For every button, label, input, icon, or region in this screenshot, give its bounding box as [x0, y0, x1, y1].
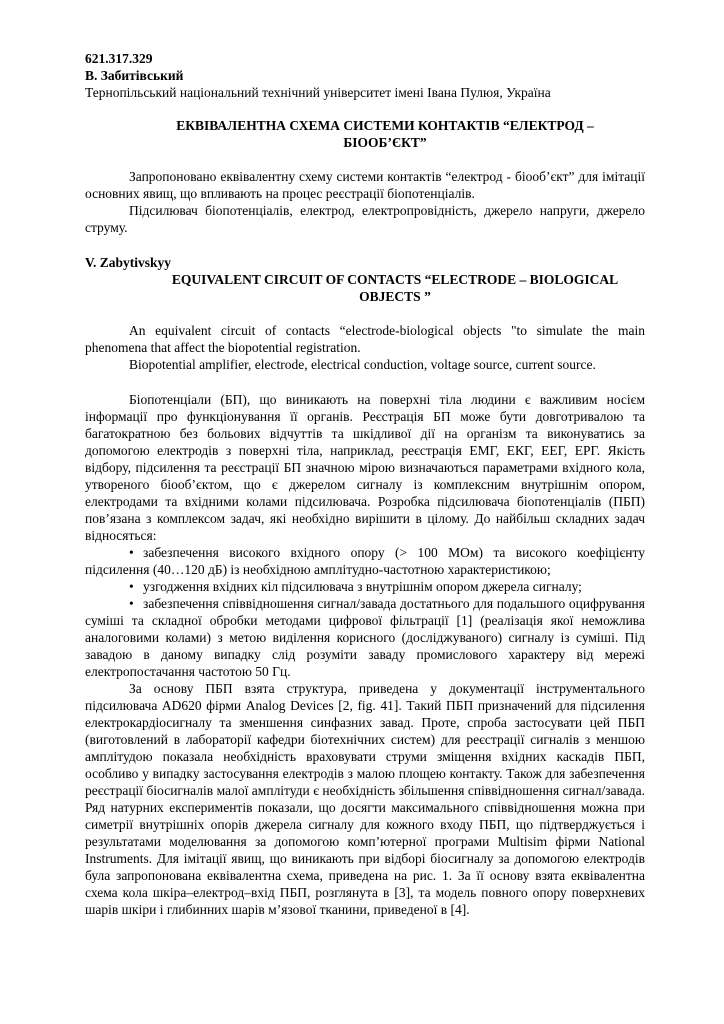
- author-en: V. Zabytivskyy: [85, 255, 172, 270]
- title-en: [85, 271, 645, 305]
- list-item: • узгодження вхідних кіл підсилювача з внутрішнім опором джерела сигналу;: [129, 579, 582, 594]
- title-en-line2: OBJECTS ”: [359, 289, 431, 304]
- title-en-line1: EQUIVALENT CIRCUIT OF CONTACTS “ELECTRODE – BIOLOGICAL: [171, 272, 619, 287]
- body-paragraph-1: Біопотенціали (БП), що виникають на поверхні тіла людини є важливим носієм інформації про функціонування її органів. Реєстрація БП може бути довготривалою та багатократною без больових відчуттів та шкідливої дії на організм та виконуватись за допомогою електродів з поверхні тіла, наприклад, реєстрація ЕМГ, ЕКГ, ЕЕГ, ЕРГ. Якість відбору, підсилення та реєстрації БП значною мірою визначаються параметрами вхідного кола, утвореного біооб’єктом, що є джерелом сигналу із комплексним внутрішнім опором, електродами та вхідними колами підсилювача. Розробка підсилювача біопотенціалів (ПБП) пов’язана з комплексом задач, які необхідно вирішити в цілому. До найбільш складних задач відносяться:: [85, 392, 645, 543]
- requirements-list: [85, 544, 645, 680]
- paper-page: [85, 50, 645, 918]
- abstract-en: An equivalent circuit of contacts “electrode-biological objects "to simulate the main phenomena that affect the biopotential registration.: [85, 323, 645, 355]
- bullet-icon: •: [129, 579, 134, 594]
- title-ua-line2: БІООБ’ЄКТ”: [343, 135, 427, 150]
- title-ua: [85, 117, 645, 151]
- abstract-ua: Запропоновано еквівалентну схему системи контактів “електрод - біооб’єкт” для імітації основних явищ, що впливають на процес реєстрації біопотенціалів.: [85, 169, 645, 201]
- keywords-en: Biopotential amplifier, electrode, electrical conduction, voltage source, current source.: [129, 357, 596, 372]
- author-ua: В. Забитівський: [85, 68, 184, 83]
- affiliation: Тернопільський національний технічний університет імені Івана Пулюя, Україна: [85, 85, 551, 100]
- title-ua-line1: ЕКВІВАЛЕНТНА СХЕМА СИСТЕМИ КОНТАКТІВ “ЕЛЕКТРОД –: [176, 118, 594, 133]
- body-paragraph-2: За основу ПБП взята структура, приведена у документації інструментального підсилювача AD620 фірми Analog Devices [2, fig. 41]. Такий ПБП призначений для підсилення електрокардіосигналу та зменшення синфазних завад. Проте, спроба застосувати цей ПБП (виготовлений в лабораторії кафедри біотехнічних систем) для реєстрації сигналів з меншою амплітудою показала необхідність враховувати струми зміщення вхідних каскадів ПБП, особливо у випадку застосування електродів з малою площею контакту. Також для забезпечення реєстрації біосигналів малої амплітуди є необхідність збільшення співвідношення сигнал/завада. Ряд натурних експериментів показали, що досягти максимального співвідношення можна при симетрії внутрішніх опорів джерела сигналу для кожного входу ПБП, що підтверджується і результатами моделювання за допомогою комп’ютерної програми Multisim фірми National Instruments. Для імітації явищ, що виникають при відборі біосигналу за допомогою електродів була запропонована еквівалентна схема, приведена на рис. 1. За її основу взята еквівалентна схема кола шкіра–електрод–вхід ПБП, розглянута в [3], та модель повного опору поверхневих шарів шкіри і глибинних шарів м’язової тканини, приведеної в [4].: [85, 681, 645, 917]
- bullet-icon: •: [129, 545, 134, 560]
- bullet-icon: •: [129, 596, 134, 611]
- udc-code: 621.317.329: [85, 51, 153, 66]
- keywords-ua: Підсилювач біопотенціалів, електрод, електропровідність, джерело напруги, джерело струму.: [85, 203, 645, 235]
- list-item: • забезпечення високого вхідного опору (> 100 МОм) та високого коефіцієнту підсилення (40…120 дБ) із необхідною амплітудно-частотною характеристикою;: [85, 545, 645, 577]
- list-item: • забезпечення співвідношення сигнал/завада достатнього для подальшого оцифрування суміші та складної обробки методами цифрової фільтрації [1] (реалізація якої неможлива аналоговими колами) з метою виділення корисного (досліджуваного) сигналу із суміші. Під завадою в даному випадку слід розуміти заваду промислового характеру від мережі електропостачання частотою 50 Гц.: [85, 596, 645, 679]
